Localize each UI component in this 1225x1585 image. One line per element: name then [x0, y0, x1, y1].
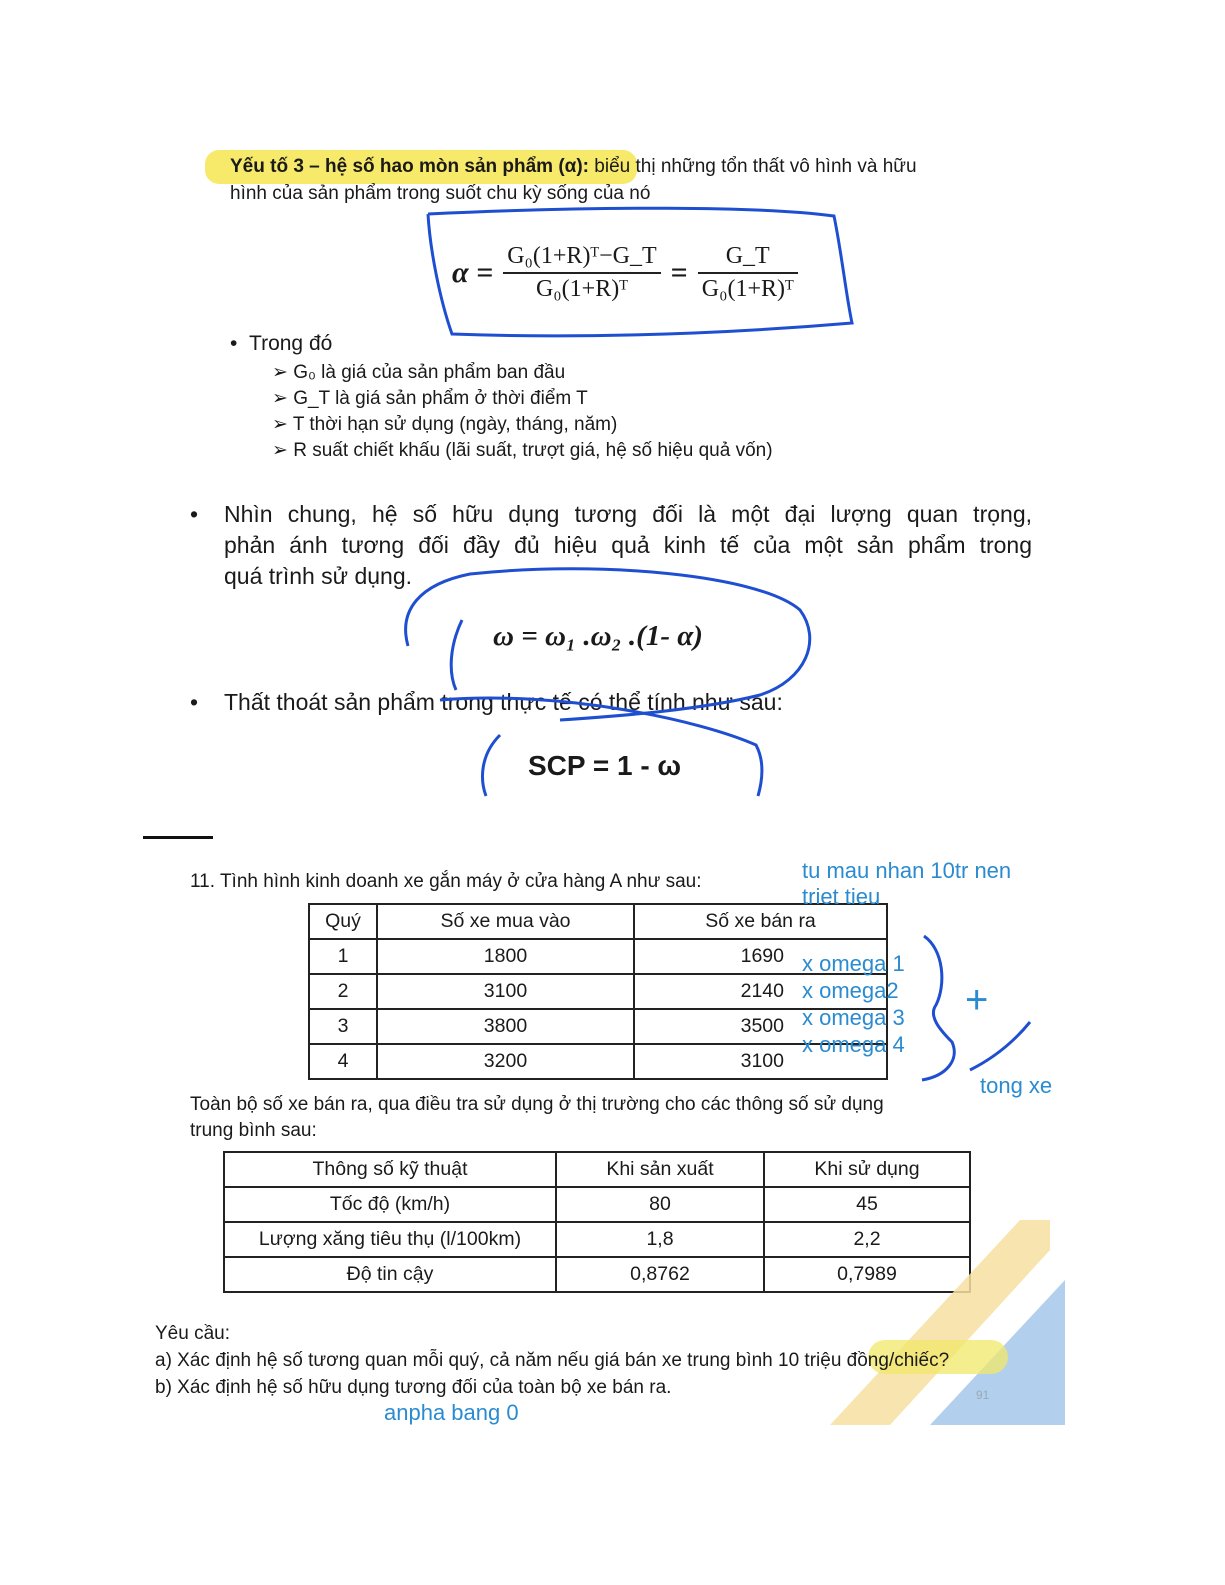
requirements — [155, 1320, 949, 1401]
alpha-formula — [452, 233, 798, 313]
note-line: tu mau nhan 10tr nen — [802, 858, 1012, 883]
requirements-label: Yêu cầu: — [155, 1323, 230, 1344]
list-item: ➢ G_T là giá sản phẩm ở thời điểm T — [272, 388, 588, 409]
formula-fraction-1 — [503, 243, 660, 303]
usage-intro-line: Toàn bộ số xe bán ra, qua điều tra sử dụng ở thị trường cho các thông số sử dụng — [190, 1094, 884, 1115]
list-item: ➢ T thời hạn sử dụng (ngày, tháng, năm) — [272, 414, 618, 435]
requirement-b: b) Xác định hệ số hữu dụng tương đối của toàn bộ xe bán ra. — [155, 1377, 672, 1398]
omega-note: x omega2 — [802, 978, 899, 1003]
table-row — [309, 939, 887, 974]
alpha-note: anpha bang 0 — [384, 1400, 519, 1425]
formula-lhs: α = — [452, 256, 494, 289]
table-header-row — [224, 1152, 970, 1187]
table-header-row — [309, 904, 887, 939]
bullet-dot: • — [190, 501, 199, 527]
bullet-dot: • — [230, 332, 250, 355]
column-header: Thông số kỹ thuật — [224, 1152, 556, 1187]
brace-stroke — [922, 936, 954, 1080]
plus-sign: + — [965, 978, 989, 1022]
scp-formula: SCP = 1 - ω — [528, 750, 682, 781]
column-header: Số xe mua vào — [377, 904, 634, 939]
table-row — [309, 1044, 887, 1079]
paragraph-line: • Nhìn chung, hệ số hữu dụng tương đối là một đại lượng quan trọng, — [190, 499, 1032, 530]
where-list — [272, 360, 773, 464]
summary-paragraph — [190, 499, 1032, 592]
table-cell: 3500 — [634, 1009, 887, 1044]
omega-notes — [802, 950, 905, 1058]
paragraph-line: quá trình sử dụng. — [224, 563, 413, 589]
table-cell: 2140 — [634, 974, 887, 1009]
column-header: Khi sản xuất — [556, 1152, 764, 1187]
loss-line: • Thất thoát sản phẩm trong thực tế có thể tính như sau: — [190, 689, 783, 715]
list-item: ➢ R suất chiết khấu (lãi suất, trượt giá, hệ số hiệu quả vốn) — [272, 440, 773, 461]
fraction-2-numerator: G_T — [698, 243, 798, 274]
bullet-dot: • — [190, 689, 199, 715]
table-cell: 4 — [309, 1044, 377, 1079]
table-cell: 3200 — [377, 1044, 634, 1079]
table-cell: 3100 — [634, 1044, 887, 1079]
table-cell: 0,8762 — [556, 1257, 764, 1292]
paragraph-line: phản ánh tương đối đầy đủ hiệu quả kinh tế của một sản phẩm trong — [224, 532, 1032, 558]
table-cell: 2,2 — [764, 1222, 970, 1257]
omega-note: x omega 4 — [802, 1032, 905, 1057]
exercise-title: 11. Tình hình kinh doanh xe gắn máy ở cửa hàng A như sau: — [190, 871, 702, 892]
table-cell: Tốc độ (km/h) — [224, 1187, 556, 1222]
table-row — [309, 1009, 887, 1044]
table-cell: 80 — [556, 1187, 764, 1222]
total-note: tong xe — [980, 1073, 1053, 1098]
omega-bracket-stroke — [451, 620, 462, 690]
fraction-2-denominator: G₀(1+R)ᵀ — [701, 276, 794, 302]
table-cell: 3 — [309, 1009, 377, 1044]
table-cell: 3800 — [377, 1009, 634, 1044]
table-cell: 0,7989 — [764, 1257, 970, 1292]
column-header: Số xe bán ra — [634, 904, 887, 939]
alpha-definition-line2: hình của sản phẩm trong suốt chu kỳ sống của nó — [230, 183, 651, 204]
omega-note: x omega 1 — [802, 951, 905, 976]
alpha-description: biểu thị những tổn thất vô hình và hữu — [589, 156, 917, 177]
where-label-text: Trong đó — [249, 332, 333, 355]
table-cell: 45 — [764, 1187, 970, 1222]
sales-table — [308, 903, 888, 1080]
table-cell: 1,8 — [556, 1222, 764, 1257]
table-row — [309, 974, 887, 1009]
formula-equals: = — [670, 256, 688, 289]
omega-formula: ω = ω₁ .ω₂ .(1- α) — [493, 620, 703, 652]
alpha-heading: Yếu tố 3 – hệ số hao mòn sản phẩm (α): — [230, 156, 590, 177]
table-cell: 1690 — [634, 939, 887, 974]
alpha-definition-line1 — [230, 156, 917, 178]
table-cell: 1 — [309, 939, 377, 974]
note-top — [802, 858, 1011, 910]
formula-fraction-2 — [698, 243, 798, 303]
omega-note: x omega 3 — [802, 1005, 905, 1030]
usage-intro-line: trung bình sau: — [190, 1120, 317, 1141]
where-label — [230, 332, 332, 356]
table-cell: Độ tin cậy — [224, 1257, 556, 1292]
usage-intro — [190, 1092, 884, 1144]
table-cell: 2 — [309, 974, 377, 1009]
list-item: ➢ G₀ là giá của sản phẩm ban đầu — [272, 362, 566, 383]
fraction-1-numerator: G₀(1+R)ᵀ−G_T — [503, 243, 660, 274]
column-header: Quý — [309, 904, 377, 939]
table-cell: 3100 — [377, 974, 634, 1009]
fraction-1-denominator: G₀(1+R)ᵀ — [535, 276, 628, 302]
page-number: 91 — [976, 1388, 990, 1402]
arrow-stroke — [970, 1022, 1030, 1070]
note-line: triet tieu — [802, 884, 881, 909]
table-cell: Lượng xăng tiêu thụ (l/100km) — [224, 1222, 556, 1257]
column-header: Khi sử dụng — [764, 1152, 970, 1187]
section-divider — [143, 836, 213, 839]
requirement-a: a) Xác định hệ số tương quan mỗi quý, cả năm nếu giá bán xe trung bình 10 triệu đồng/chiếc? — [155, 1350, 950, 1371]
table-cell: 1800 — [377, 939, 634, 974]
